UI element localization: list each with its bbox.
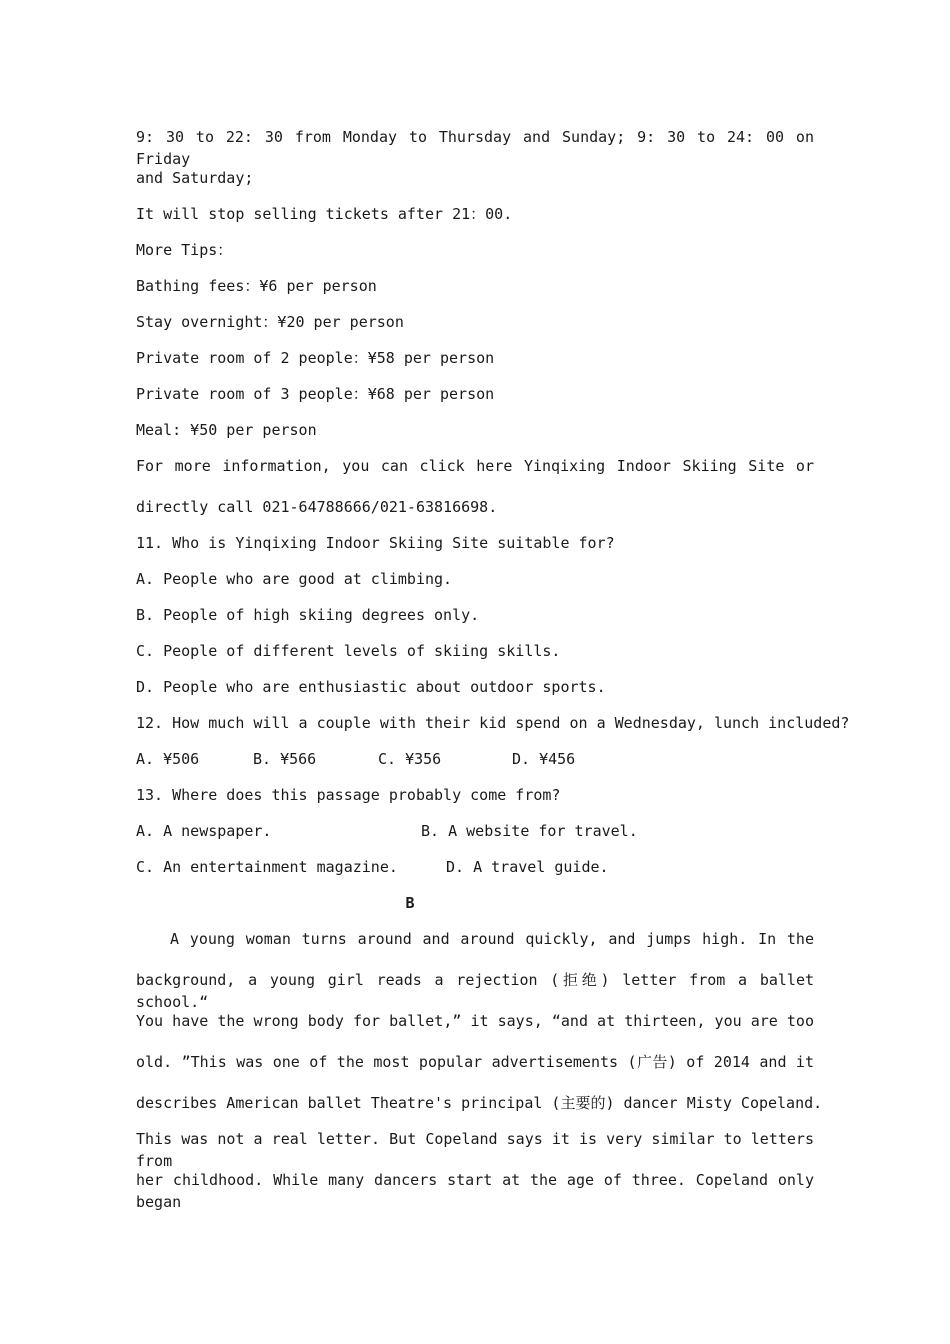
tip-item-room-2: Private room of 2 people：¥58 per person bbox=[136, 349, 495, 367]
tip-item-room-3: Private room of 3 people：¥68 per person bbox=[136, 385, 495, 403]
q12-options bbox=[136, 748, 814, 784]
question-11: 11. Who is Yinqixing Indoor Skiing Site suitable for? bbox=[136, 534, 615, 552]
document-page bbox=[136, 126, 850, 1211]
q11-option-a: A. People who are good at climbing. bbox=[136, 570, 453, 588]
q13-options-row-2 bbox=[136, 856, 814, 892]
tip-item-meal: Meal: ¥50 per person bbox=[136, 421, 317, 439]
section-b-heading: B bbox=[405, 894, 415, 912]
hours-line-2: and Saturday; bbox=[136, 169, 254, 187]
ticket-stop-time: It will stop selling tickets after 21：00. bbox=[136, 205, 513, 223]
paragraph-2-line-1: This was not a real letter. But Copeland says it is very similar to letters from bbox=[136, 1130, 814, 1170]
more-info-line-1: For more information, you can click here Yinqixing Indoor Skiing Site or bbox=[136, 457, 814, 475]
question-12: 12. How much will a couple with their kid spend on a Wednesday, lunch included? bbox=[136, 714, 850, 732]
q13-option-a: A. A newspaper. bbox=[136, 822, 272, 840]
tip-item-overnight: Stay overnight：¥20 per person bbox=[136, 313, 404, 331]
q11-option-b: B. People of high skiing degrees only. bbox=[136, 606, 480, 624]
q13-option-c: C. An entertainment magazine. bbox=[136, 858, 398, 876]
paragraph-1-line-4: old. ”This was one of the most popular advertisements (广告) of 2014 and it bbox=[136, 1053, 814, 1071]
q12-option-c: C. ¥356 bbox=[378, 750, 442, 768]
q12-option-d: D. ¥456 bbox=[512, 750, 576, 768]
q11-option-d: D. People who are enthusiastic about outdoor sports. bbox=[136, 678, 606, 696]
paragraph-1-line-1: A young woman turns around and around quickly, and jumps high. In the bbox=[170, 930, 814, 948]
more-info-line-2: directly call 021-64788666/021-63816698. bbox=[136, 498, 498, 516]
hours-line-1: 9: 30 to 22: 30 from Monday to Thursday and Sunday; 9: 30 to 24: 00 on Friday bbox=[136, 128, 814, 168]
paragraph-1-line-3: You have the wrong body for ballet,” it says, “and at thirteen, you are too bbox=[136, 1012, 814, 1030]
paragraph-1-line-5: describes American ballet Theatre's principal (主要的) dancer Misty Copeland. bbox=[136, 1094, 823, 1112]
paragraph-2-line-2: her childhood. While many dancers start at the age of three. Copeland only began bbox=[136, 1171, 814, 1211]
paragraph-1-line-2: background, a young girl reads a rejection (拒绝) letter from a ballet school.“ bbox=[136, 971, 814, 1011]
q11-option-c: C. People of different levels of skiing skills. bbox=[136, 642, 561, 660]
q12-option-a: A. ¥506 bbox=[136, 750, 200, 768]
q13-options-row-1 bbox=[136, 820, 814, 856]
q12-option-b: B. ¥566 bbox=[253, 750, 317, 768]
q13-option-d: D. A travel guide. bbox=[446, 858, 609, 876]
tip-item-bathing: Bathing fees：¥6 per person bbox=[136, 277, 377, 295]
question-13: 13. Where does this passage probably come from? bbox=[136, 786, 561, 804]
tips-heading: More Tips： bbox=[136, 241, 233, 259]
q13-option-b: B. A website for travel. bbox=[421, 822, 638, 840]
